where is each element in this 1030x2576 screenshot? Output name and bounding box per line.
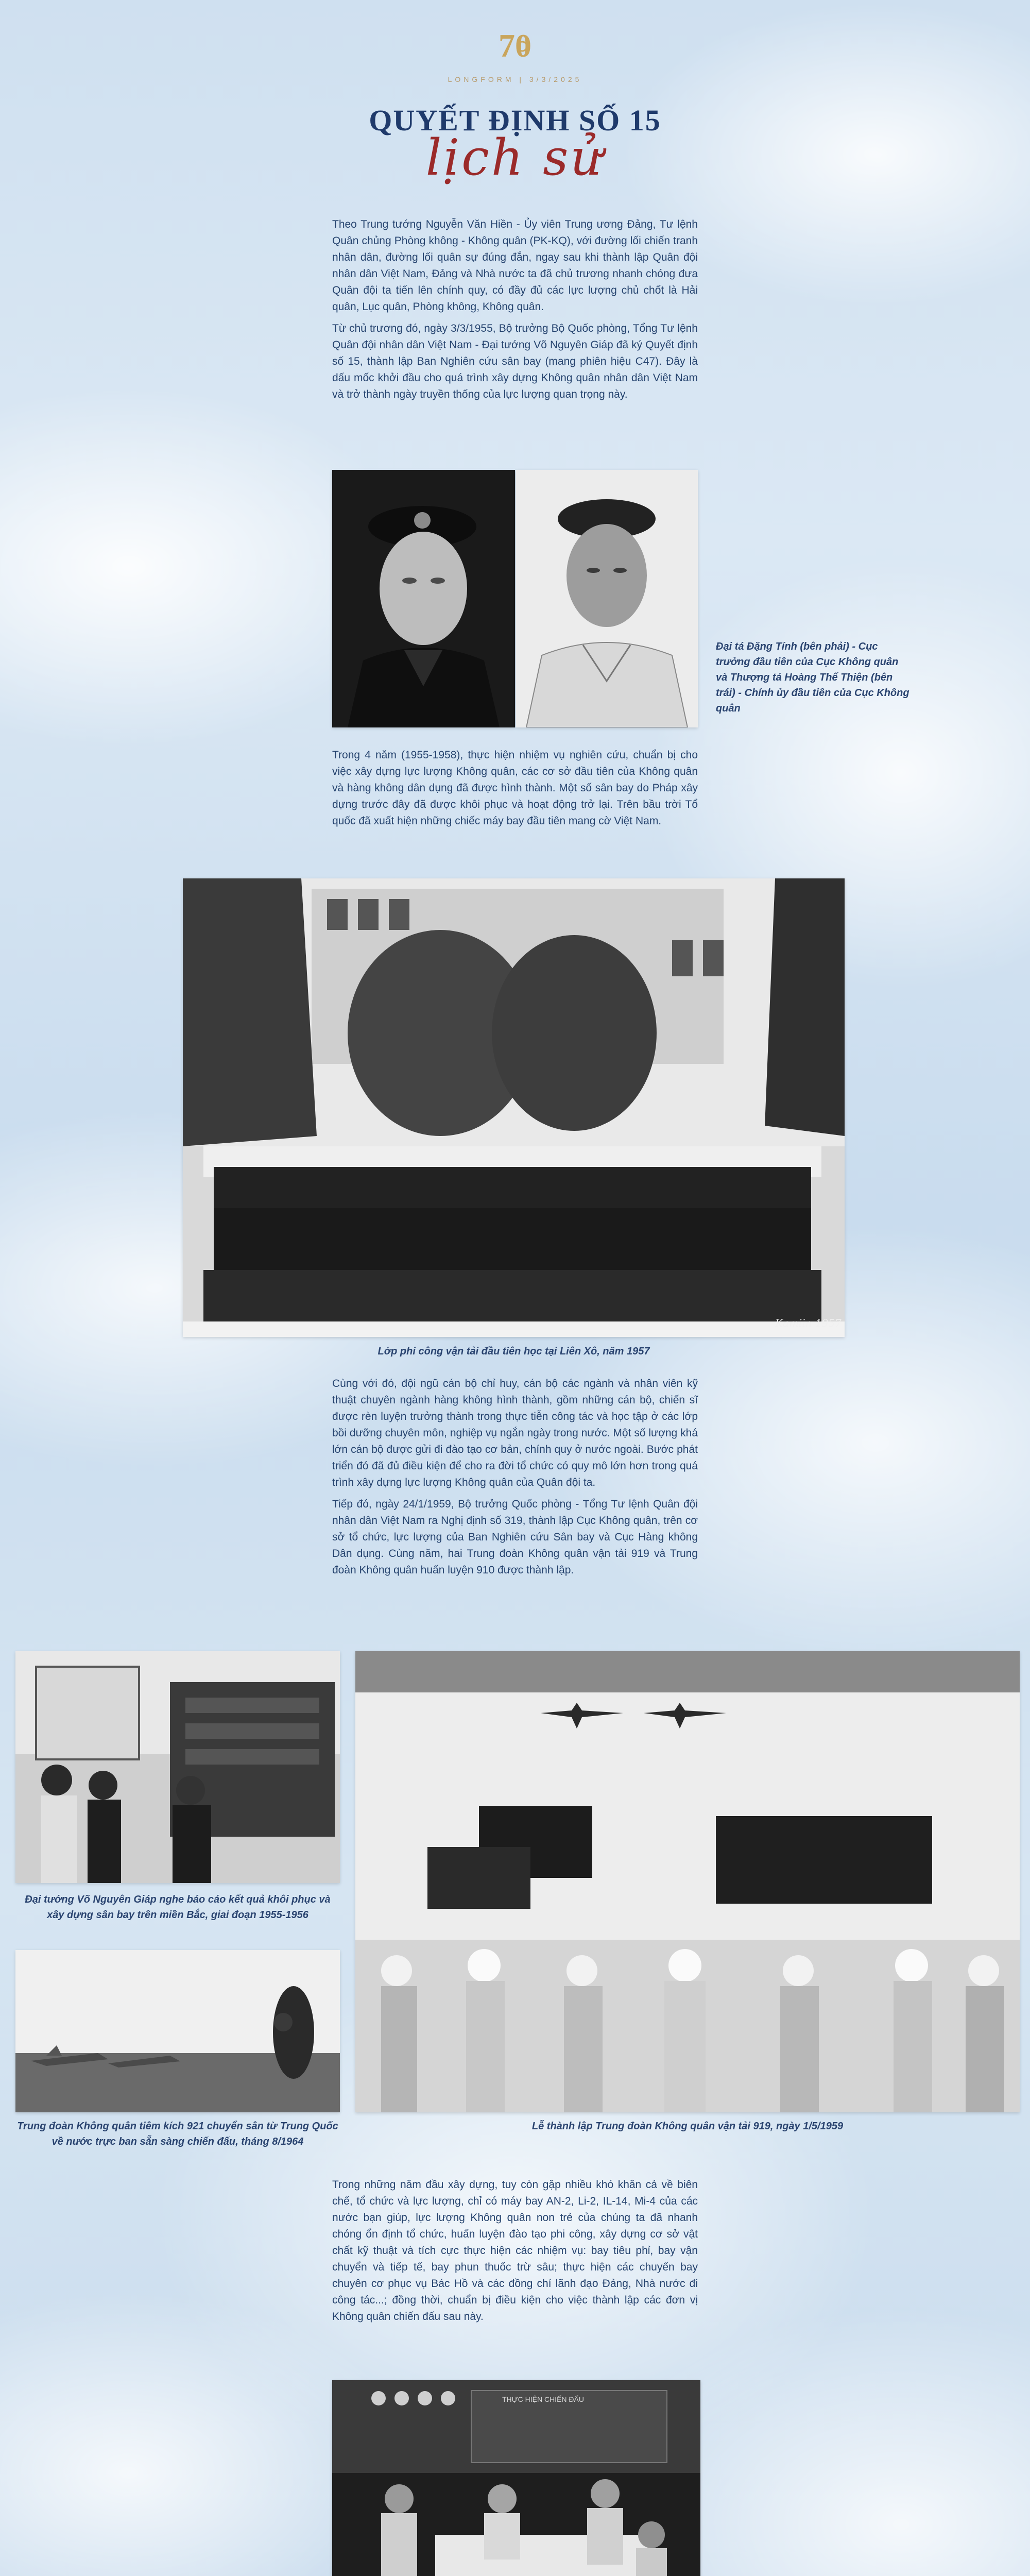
research-paragraph: Trong 4 năm (1955-1958), thực hiện nhiệm vụ nghiên cứu, chuẩn bị cho việc xây dựng lực lượng Không quân, các cơ sở đầu tiên của Không quân và hàng không dân dụng đã được hình thành. Một số sân bay do Pháp xây dựng trước đây đã được khôi phục và hoạt động trở lại. Trên bầu trời Tổ quốc đã xuất hiện những chiếc máy bay đầu tiên mang cờ Việt Nam. (332, 749, 698, 827)
logo-subtitle: LONGFORM | 3/3/2025 (448, 75, 582, 83)
regiment-921-photo (15, 1950, 340, 2112)
intro-paragraph-1: Theo Trung tướng Nguyễn Văn Hiền - Ủy viên Trung ương Đảng, Tư lệnh Quân chủng Phòng không - Không quân (PK-KQ), với đường lối chiến tranh nhân dân, đường lối quân sự đúng đắn, ngay sau khi thành lập Quân đội nhân dân Việt Nam, Đảng và Nhà nước ta đã chủ trương nhanh chóng đưa Quân đội ta tiến lên chính quy, có đầy đủ các lực lượng chủ chốt là Hải quân, Lục quân, Phòng không, Không quân. (332, 218, 698, 313)
buildup-paragraph: Trong những năm đầu xây dựng, tuy còn gặp nhiều khó khăn cả về biên chế, tổ chức và lực lượng, chỉ có máy bay AN-2, Li-2, IL-14, Mi-4 của các nước bạn giúp, lực lượng Không quân non trẻ của chúng ta đã nhanh chóng ổn định tổ chức, huấn luyện đào tạo phi công, xây dựng cơ sở vật chất kỹ thuật và tích cực thực hiện các nhiệm vụ: bay tiêu phỉ, bay vận chuyển và tiếp tế, bay phun thuốc trừ sâu; thực hiện các chuyến bay chuyên cơ phục vụ Bác Hồ và các đồng chí lãnh đạo Đảng, Nhà nước đi công tác...; đồng thời, chuẩn bị điều kiện cho việc thành lập các đơn vị Không quân chiến đấu sau này. (332, 2179, 698, 2323)
research-text (332, 747, 698, 835)
board-sign: THỰC HIỆN CHIẾN ĐẤU (502, 2395, 584, 2403)
training-text (332, 1376, 698, 1584)
giap-inspection-photo (15, 1651, 340, 1883)
giap-inspection-caption: Đại tướng Võ Nguyên Giáp nghe báo cáo kết quả khôi phục và xây dựng sân bay trên miền Bắc, giai đoạn 1955-1956 (25, 1894, 331, 1921)
training-paragraph-2: Tiếp đó, ngày 24/1/1959, Bộ trưởng Quốc phòng - Tổng Tư lệnh Quân đội nhân dân Việt Nam ra Nghị định số 319, thành lập Cục Không quân, trên cơ sở tổ chức, lực lượng của Ban Nghiên cứu Sân bay và Cục Hàng không Dân dụng. Cùng năm, hai Trung đoàn Không quân vận tải 919 và Trung đoàn Không quân huấn luyện 910 được thành lập. (332, 1498, 698, 1576)
photo-inscription: Kamiin 1957 (775, 1317, 842, 1329)
script-title: lịch sử (425, 129, 605, 187)
regiment-921-caption: Trung đoàn Không quân tiêm kích 921 chuyển sân từ Trung Quốc về nước trực ban sẵn sàng chiến đấu, tháng 8/1964 (17, 2121, 338, 2147)
intro-paragraph-2: Từ chủ trương đó, ngày 3/3/1955, Bộ trưởng Bộ Quốc phòng, Tổng Tư lệnh Quân đội nhân dân Việt Nam - Đại tướng Võ Nguyên Giáp đã ký Quyết định số 15, thành lập Ban Nghiên cứu sân bay (mang phiên hiệu C47). Đây là dấu mốc khởi đầu cho quá trình xây dựng Không quân nhân dân Việt Nam và trở thành ngày truyền thống của lực lượng quan trọng này. (332, 323, 698, 400)
page-title: QUYẾT ĐỊNH SỐ 15 (369, 104, 661, 137)
anniversary-logo (484, 25, 546, 71)
command-headquarters-photo (332, 2380, 700, 2576)
portrait-dang-tinh (516, 470, 698, 727)
logo-number: 70 (499, 27, 531, 64)
intro-text (332, 216, 698, 408)
regiment-919-ceremony-photo (355, 1651, 1020, 2112)
pilot-class-photo (183, 878, 845, 1337)
buildup-text (332, 2177, 698, 2330)
portrait-caption: Đại tá Đặng Tính (bên phải) - Cục trưởng đầu tiên của Cục Không quân và Thượng tá Hoàng Thế Thiện (bên trái) - Chính ủy đầu tiên của Cục Không quân (716, 641, 909, 714)
portrait-hoang-the-thien (332, 470, 515, 727)
pilot-class-caption: Lớp phi công vận tải đầu tiên học tại Liên Xô, năm 1957 (377, 1346, 650, 1357)
regiment-919-caption: Lễ thành lập Trung đoàn Không quân vận tải 919, ngày 1/5/1959 (531, 2121, 844, 2132)
training-paragraph-1: Cùng với đó, đội ngũ cán bộ chỉ huy, cán bộ các ngành và nhân viên kỹ thuật chuyên ngành hàng không hình thành, gồm những cán bộ, chiến sĩ được rèn luyện trưởng thành trong thực tiễn công tác và học tập ở các lớp bồi dưỡng chuyên môn, nghiệp vụ ngắn ngày trong nước. Một số lượng khá lớn cán bộ được gửi đi đào tạo cơ bản, chính quy ở nước ngoài. Bước phát triển đó đã đủ điều kiện để cho ra đời tổ chức có quy mô lớn hơn trong quá trình xây dựng lực lượng Không quân của Quân đội ta. (332, 1378, 698, 1488)
